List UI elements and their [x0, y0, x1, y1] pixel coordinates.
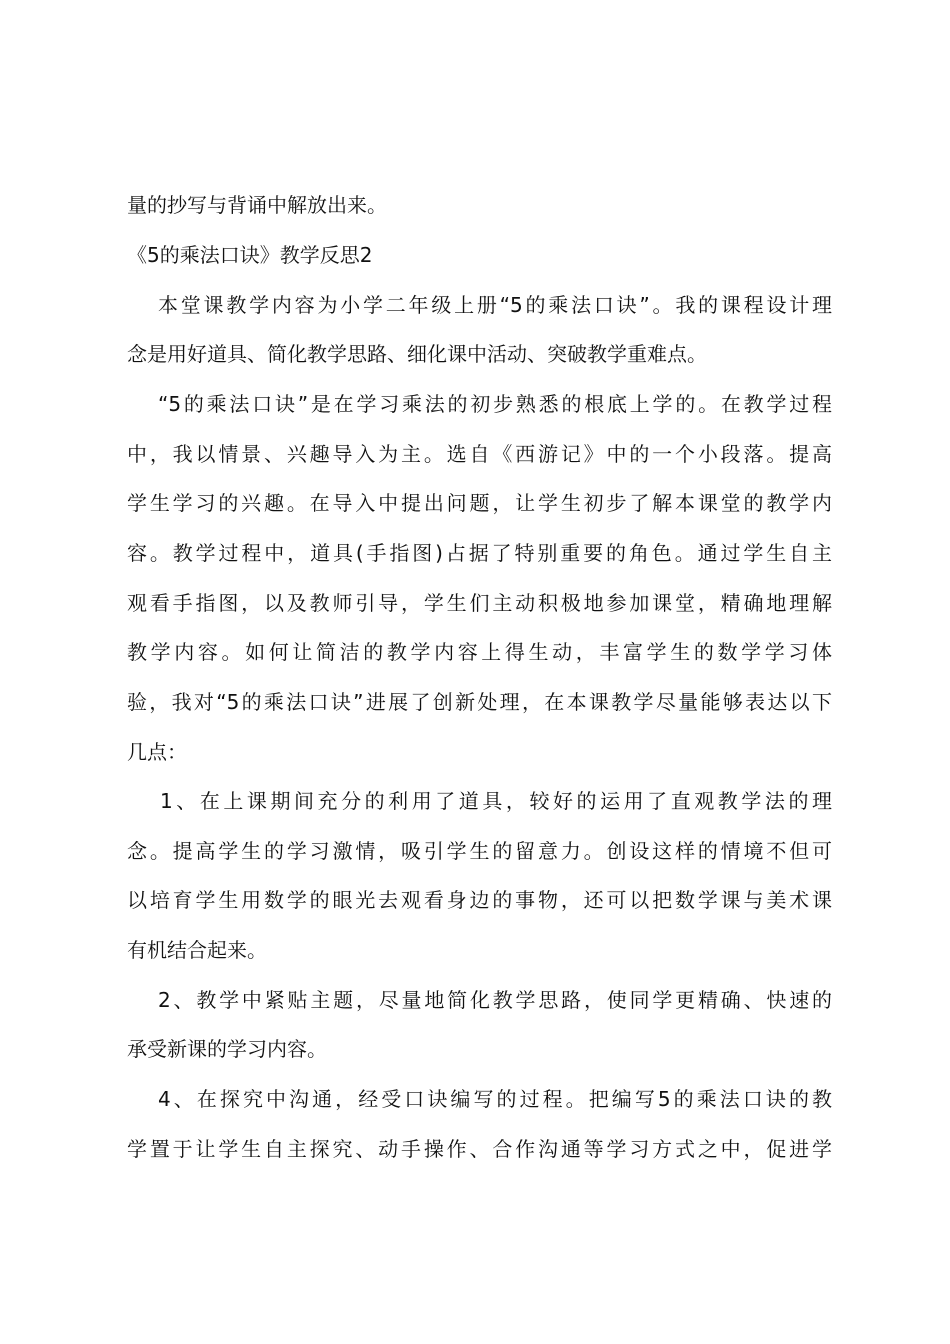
text-line: 学置于让学生自主探究、动手操作、合作沟通等学习方式之中，促进学	[127, 1137, 832, 1161]
text-line: 教学内容。如何让简洁的教学内容上得生动，丰富学生的数学学习体	[127, 640, 832, 664]
text-line: 几点：	[127, 740, 187, 764]
text-line: 4、在探究中沟通，经受口诀编写的过程。把编写5的乘法口诀的教	[158, 1087, 832, 1111]
text-line: 念。提高学生的学习激情，吸引学生的留意力。创设这样的情境不但可	[127, 839, 832, 863]
text-line: 中，我以情景、兴趣导入为主。选自《西游记》中的一个小段落。提高	[127, 442, 832, 466]
text-line: 有机结合起来。	[127, 938, 267, 962]
text-line: “5的乘法口诀”是在学习乘法的初步熟悉的根底上学的。在教学过程	[158, 392, 832, 416]
text-line: 承受新课的学习内容。	[127, 1037, 327, 1061]
text-line: 2、教学中紧贴主题，尽量地简化教学思路，使同学更精确、快速的	[158, 988, 832, 1012]
section-heading: 《5的乘法口诀》教学反思2	[127, 243, 373, 267]
text-line: 1、在上课期间充分的利用了道具，较好的运用了直观教学法的理	[160, 789, 832, 813]
text-line: 以培育学生用数学的眼光去观看身边的事物，还可以把数学课与美术课	[127, 888, 832, 912]
text-line: 学生学习的兴趣。在导入中提出问题，让学生初步了解本课堂的教学内	[127, 491, 832, 515]
text-line: 验，我对“5的乘法口诀”进展了创新处理，在本课教学尽量能够表达以下	[127, 690, 832, 714]
text-line: 观看手指图，以及教师引导，学生们主动积极地参加课堂，精确地理解	[127, 591, 832, 615]
text-line: 念是用好道具、简化教学思路、细化课中活动、突破教学重难点。	[127, 342, 707, 366]
text-line: 本堂课教学内容为小学二年级上册“5的乘法口诀”。我的课程设计理	[158, 293, 832, 317]
text-line: 容。教学过程中，道具(手指图)占据了特别重要的角色。通过学生自主	[127, 541, 832, 565]
text-line: 量的抄写与背诵中解放出来。	[127, 193, 387, 217]
